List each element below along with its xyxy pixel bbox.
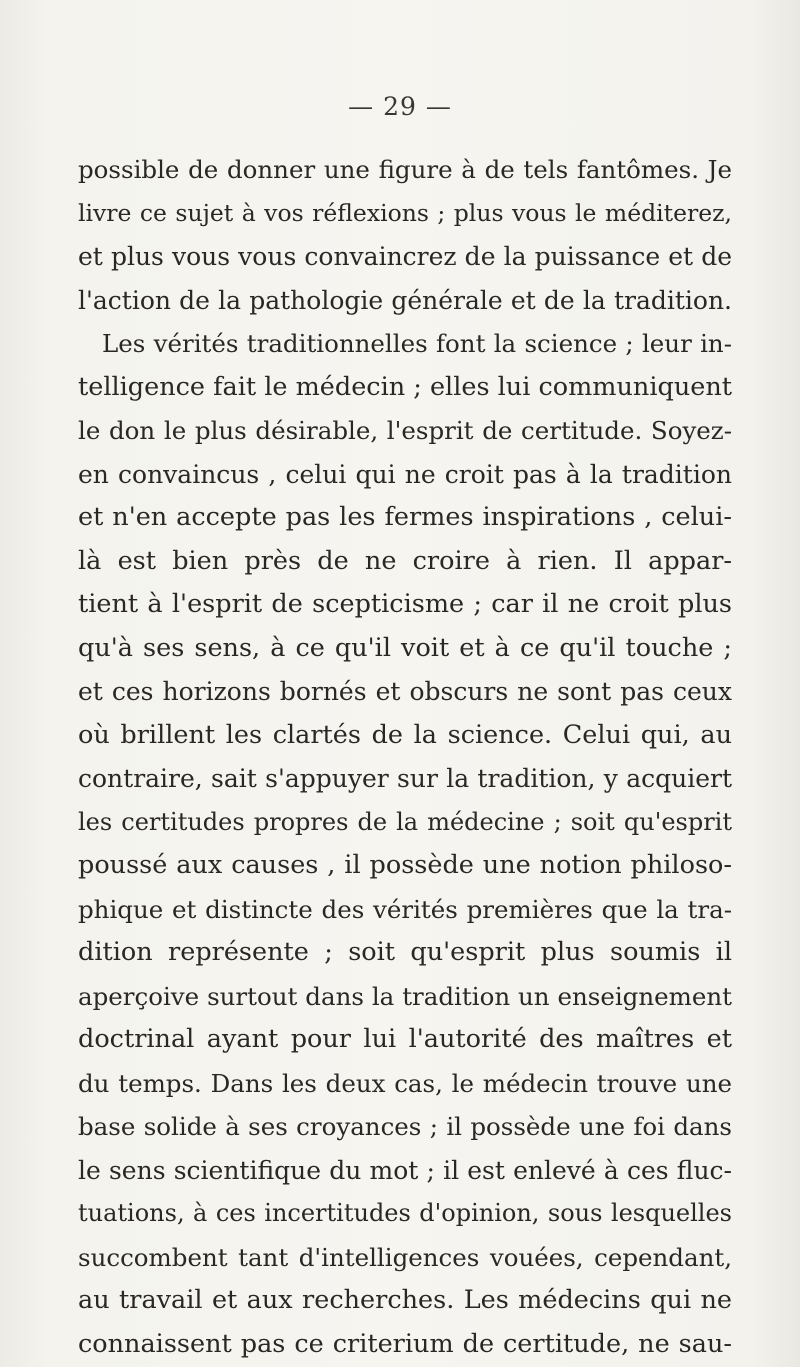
text-line: livre ce sujet à vos réflexions ; plus vous le méditerez, <box>78 198 732 227</box>
text-line: succombent tant d'intelligences vouées, cependant, <box>78 1242 732 1272</box>
text-line: en convaincus , celui qui ne croit pas à la tradition <box>78 459 732 489</box>
text-line: et plus vous vous convaincrez de la puissance et de <box>78 242 732 271</box>
text-line: dition représente ; soit qu'esprit plus soumis il <box>78 937 732 967</box>
text-line: telligence fait le médecin ; elles lui communiquent <box>78 371 732 402</box>
text-line: aperçoive surtout dans la tradition un enseignement <box>78 981 732 1011</box>
text-line: possible de donner une figure à de tels fantômes. Je <box>78 155 732 184</box>
text-line: du temps. Dans les deux cas, le médecin trouve une <box>78 1068 732 1098</box>
text-line: connaissent pas ce criterium de certitude, ne sau- <box>78 1328 732 1359</box>
text-line: où brillent les clartés de la science. Celui qui, au <box>78 719 732 750</box>
text-line: phique et distincte des vérités premières que la tra- <box>78 894 732 924</box>
text-line: poussé aux causes , il possède une notion philoso- <box>78 850 732 880</box>
text-line: tient à l'esprit de scepticisme ; car il ne croit plus <box>78 589 732 619</box>
text-line: et n'en accepte pas les fermes inspirations , celui- <box>78 502 732 532</box>
body-text <box>78 148 732 1366</box>
text-line: contraire, sait s'appuyer sur la tradition, y acquiert <box>78 764 732 793</box>
text-line: base solide à ses croyances ; il possède une foi dans <box>78 1112 732 1141</box>
text-line: les certitudes propres de la médecine ; soit qu'esprit <box>78 807 732 836</box>
page-number: — 29 — <box>348 92 452 121</box>
text-line: tuations, à ces incertitudes d'opinion, sous lesquelles <box>78 1199 732 1227</box>
text-line: là est bien près de ne croire à rien. Il appar- <box>78 545 732 576</box>
text-line: l'action de la pathologie générale et de la tradition. <box>78 285 732 315</box>
text-line: qu'à ses sens, à ce qu'il voit et à ce qu'il touche ; <box>78 632 732 663</box>
text-line: et ces horizons bornés et obscurs ne sont pas ceux <box>78 677 732 706</box>
text-line: doctrinal ayant pour lui l'autorité des maîtres et <box>78 1024 732 1054</box>
text-line: Les vérités traditionnelles font la science ; leur in- <box>102 329 732 358</box>
text-line: le don le plus désirable, l'esprit de certitude. Soyez- <box>78 416 732 445</box>
text-line: au travail et aux recherches. Les médecins qui ne <box>78 1285 732 1315</box>
text-line: le sens scientifique du mot ; il est enlevé à ces fluc- <box>78 1155 732 1185</box>
